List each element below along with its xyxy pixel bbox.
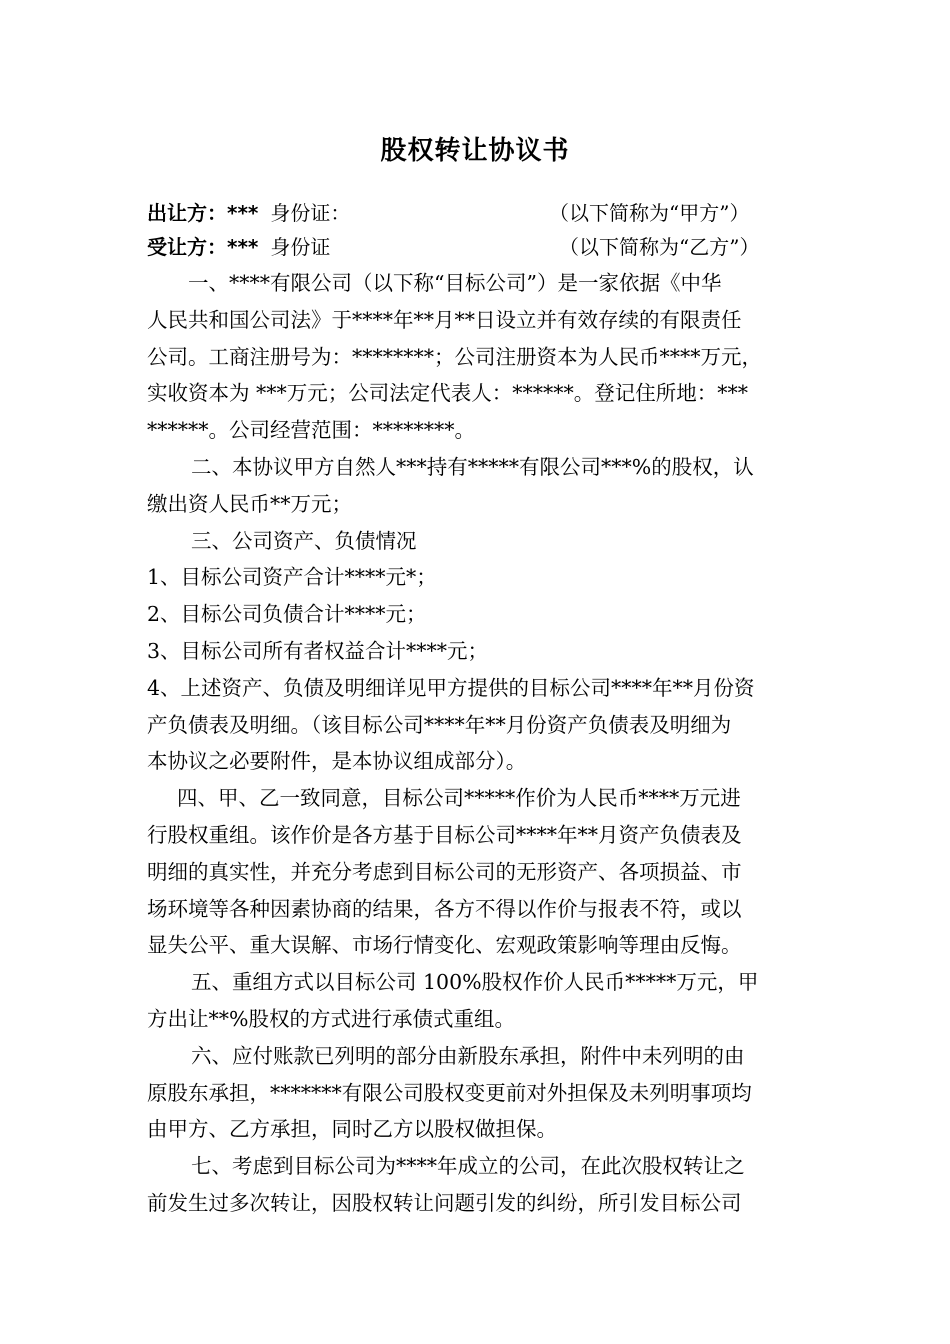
clause-5-line: 五、重组方式以目标公司 100%股权作价人民币*****万元，甲 (191, 970, 759, 995)
clause-3-item: 本协议之必要附件，是本协议组成部分）。 (147, 749, 527, 774)
clause-4-line: 行股权重组。该作价是各方基于目标公司****年**月资产负债表及 (147, 822, 742, 847)
clause-3-item: 2、目标公司负债合计****元； (147, 602, 427, 627)
clause-1-line: 一、****有限公司（以下称“目标公司”）是一家依据《中华 (188, 271, 722, 295)
clause-3-heading: 三、公司资产、负债情况 (191, 528, 417, 553)
transferor-label: 出让方：*** (147, 201, 259, 225)
transferor-line (147, 196, 817, 230)
clause-7-line: 前发生过多次转让，因股权转让问题引发的纠纷，所引发目标公司 (147, 1190, 742, 1215)
clause-7-line: 七、考虑到目标公司为****年成立的公司，在此次股权转让之 (191, 1154, 745, 1179)
clause-6-line: 六、应付账款已列明的部分由新股东承担，附件中未列明的由 (191, 1043, 745, 1068)
clause-6-line: 由甲方、乙方承担，同时乙方以股权做担保。 (147, 1117, 557, 1142)
clause-6-line: 原股东承担，*******有限公司股权变更前对外担保及未列明事项均 (147, 1080, 752, 1105)
clause-1-line: 实收资本为 ***万元；公司法定代表人：******。登记住所地：*** (147, 381, 749, 406)
clause-4-line: 场环境等各种因素协商的结果，各方不得以作价与报表不符，或以 (147, 896, 742, 921)
clause-3-item: 1、目标公司资产合计****元*； (147, 565, 437, 590)
clause-4-line: 四、甲、乙一致同意，目标公司*****作价为人民币****万元进 (177, 786, 741, 811)
transferee-line (147, 230, 817, 264)
clause-3-item: 产负债表及明细。（该目标公司****年**月份资产负债表及明细为 (147, 712, 732, 737)
clause-2-line: 二、本协议甲方自然人***持有*****有限公司***%的股权，认 (191, 454, 754, 479)
clause-4-line: 明细的真实性，并充分考虑到目标公司的无形资产、各项损益、市 (147, 859, 742, 884)
clause-2-line: 缴出资人民币**万元； (147, 491, 352, 516)
clause-3-item: 4、上述资产、负债及明细详见甲方提供的目标公司****年**月份资 (147, 675, 755, 700)
transferor-id-label: 身份证： (270, 201, 351, 225)
clause-5-line: 方出让**%股权的方式进行承债式重组。 (147, 1006, 515, 1031)
transferor-alias: （以下简称为“甲方”） (549, 201, 750, 225)
clause-1-line: 公司。工商注册号为：********；公司注册资本为人民币****万元， (147, 344, 762, 369)
agreement-body (147, 265, 809, 1222)
clause-1-line: ******。公司经营范围：********。 (147, 418, 475, 443)
transferee-alias: （以下简称为“乙方”） (559, 235, 760, 259)
clause-3-item: 3、目标公司所有者权益合计****元； (147, 638, 489, 663)
document-title: 股权转让协议书 (380, 136, 570, 166)
transferee-label: 受让方：*** (147, 235, 259, 259)
clause-1-line: 人民共和国公司法》于****年**月**日设立并有效存续的有限责任 (147, 307, 742, 332)
transferee-id-label: 身份证 (270, 235, 331, 259)
clause-4-line: 显失公平、重大误解、市场行情变化、宏观政策影响等理由反悔。 (147, 933, 742, 958)
